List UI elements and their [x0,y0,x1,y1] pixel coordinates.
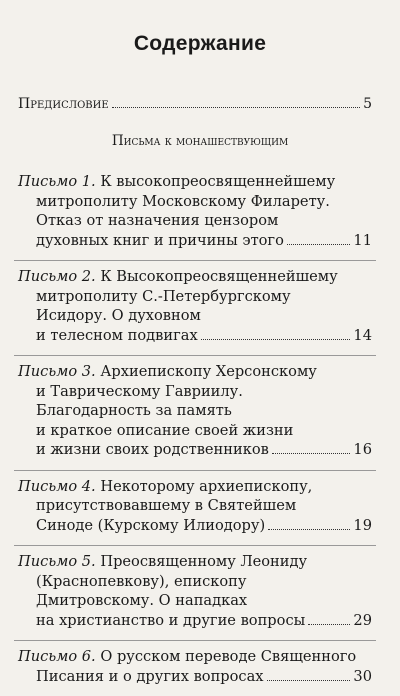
entry-title-start: Архиепископу Херсонскому [100,363,317,380]
entry-title-end: на христианство и другие вопросы [36,611,306,629]
entry-first-line [18,647,372,667]
entry-last-line [18,231,372,251]
dot-leader [287,244,351,245]
entry-page-number: 14 [353,326,372,344]
entry-title-end: и жизни своих родственников [36,441,269,458]
entry-page-number: 29 [353,611,372,629]
entry-last-line [18,440,372,460]
toc-entry[interactable] [18,477,372,536]
entry-title-end: Синоде (Курскому Илиодору) [36,516,266,534]
entry-title-line: Отказ от назначения цензором [36,212,279,229]
entry-divider [14,355,376,356]
entry-label: Письмо 5. [18,553,96,570]
entry-title-line: митрополиту Московскому Филарету. [36,192,330,210]
dot-leader [308,624,350,625]
entry-label: Письмо 2. [18,268,96,285]
entry-title-line: (Краснопевкову), епископу [36,572,247,590]
entry-title-line: присутствовавшему в Святейшем [36,497,297,514]
entry-title-start: К высокопреосвященнейшему [100,173,336,190]
entry-title-line: и Таврическому Гавриилу. [36,382,243,400]
entry-title-start: О русском переводе Священного [100,648,357,665]
entry-page-number: 11 [353,231,372,249]
entry-last-line [18,611,372,631]
entry-last-line [18,516,372,536]
entry-first-line [18,477,372,497]
entry-title-start: Некоторому архиепископу, [100,477,313,495]
entry-title-end: и телесном подвигах [36,326,198,344]
entry-title-end: Писания и о других вопросах [36,667,264,685]
entry-last-line [18,326,372,346]
entry-first-line [18,552,372,572]
dot-leader [201,339,351,340]
section-heading: Письма к монашествующим [111,133,289,149]
toc-entry[interactable] [18,552,372,630]
toc-entries [18,172,372,696]
entry-divider [14,260,376,261]
entry-title-line: и краткое описание своей жизни [36,421,294,439]
preface-label: Предисловие [18,96,109,112]
entry-title-start: Преосвященному Леониду [100,553,308,570]
entry-title-end: духовных книг и причины этого [36,231,284,249]
entry-label: Письмо 4. [18,477,96,495]
page-title: Содержание [133,32,267,55]
entry-label: Письмо 3. [18,363,96,380]
entry-first-line [18,267,372,287]
preface-entry[interactable] [18,96,372,112]
dot-leader [272,453,351,454]
entry-label: Письмо 6. [18,648,96,665]
entry-title-start: К Высокопреосвященнейшему [100,268,338,285]
entry-page-number: 19 [353,516,372,534]
entry-first-line [18,362,372,382]
entry-page-number: 16 [353,441,372,458]
toc-entry[interactable] [18,172,372,250]
entry-title-line: митрополиту С.-Петербургскому [36,287,291,305]
entry-divider [14,545,376,546]
entry-divider [14,470,376,471]
dot-leader [268,529,350,530]
entry-title-line: Исидору. О духовном [36,307,201,324]
entry-first-line [18,172,372,192]
toc-entry[interactable] [18,647,372,686]
preface-page-number: 5 [363,96,372,112]
dot-leader [112,107,360,108]
entry-page-number: 30 [353,667,372,685]
toc-entry[interactable] [18,267,372,345]
dot-leader [267,680,351,681]
entry-divider [14,640,376,641]
toc-entry[interactable] [18,362,372,460]
entry-title-line: Благодарность за память [36,402,232,419]
entry-last-line [18,667,372,687]
entry-label: Письмо 1. [18,173,96,190]
entry-title-line: Дмитровскому. О нападках [36,592,248,609]
